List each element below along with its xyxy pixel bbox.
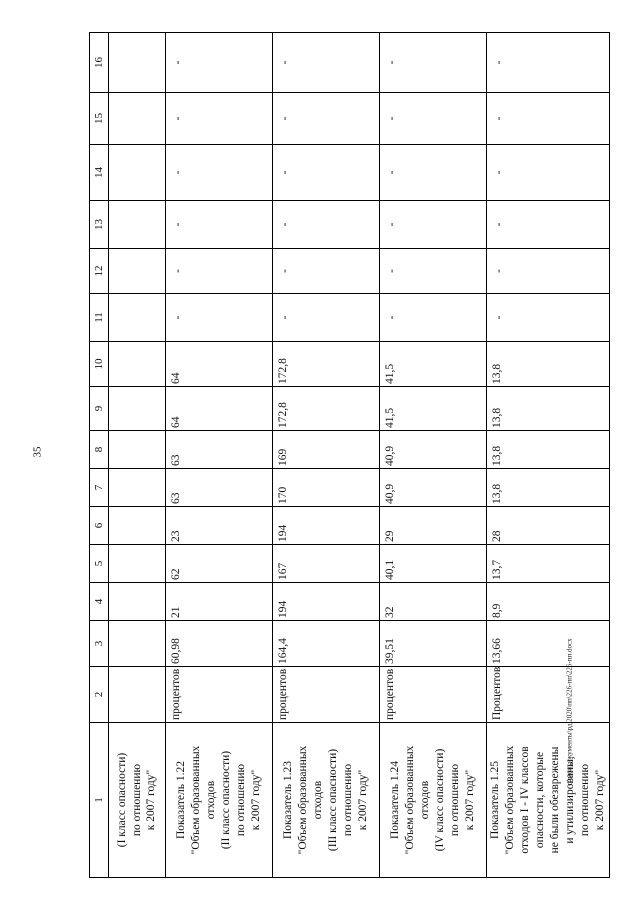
table-cell [109,294,166,342]
indicator-name-cell: Показатель 1.22 "Объем образованных отходов (II класс опасности) по отношению к 2007 году" [166,723,273,878]
table-cell: - [380,201,487,249]
value-cell: 13,66 [487,621,610,667]
value-cell: 41,5 [380,342,487,387]
indicator-name-cell: (I класс опасности) по отношению к 2007 году" [109,723,166,878]
table-cell: - [380,93,487,145]
footer-file-path: c:\мои документы\рд 2020\пп\226-пп\226-пп.docx [565,638,574,786]
value-cell: 164,4 [273,621,380,667]
value-cell [109,469,166,507]
column-header-15: 15 [90,93,109,145]
value-cell: 167 [273,545,380,583]
table-cell: - [487,294,610,342]
column-header-16: 16 [90,33,109,93]
table-cell [109,201,166,249]
table-row [380,33,487,878]
table-cell: - [487,249,610,294]
column-header-12: 12 [90,249,109,294]
value-cell: 169 [273,431,380,469]
value-cell: 64 [166,387,273,431]
value-cell: 64 [166,342,273,387]
table-cell: - [166,294,273,342]
value-cell: 60,98 [166,621,273,667]
table-cell: - [166,249,273,294]
value-cell: 40,1 [380,545,487,583]
value-cell: 32 [380,583,487,621]
column-header-7: 7 [90,469,109,507]
value-cell: 172,8 [273,387,380,431]
table-cell: - [166,33,273,93]
column-header-13: 13 [90,201,109,249]
value-cell: 23 [166,507,273,545]
value-cell: 21 [166,583,273,621]
unit-cell [109,667,166,723]
column-header-4: 4 [90,583,109,621]
table-cell: - [166,93,273,145]
table-cell: - [273,249,380,294]
value-cell [109,621,166,667]
value-cell: 194 [273,583,380,621]
column-header-2: 2 [90,667,109,723]
value-cell: 41,5 [380,387,487,431]
value-cell: 63 [166,431,273,469]
table-row [487,33,610,878]
table-cell [109,145,166,201]
column-header-6: 6 [90,507,109,545]
value-cell: 29 [380,507,487,545]
table-cell: - [487,201,610,249]
table-cell: - [487,93,610,145]
table-cell [109,249,166,294]
column-header-9: 9 [90,387,109,431]
value-cell: 13,8 [487,469,610,507]
table-row [273,33,380,878]
unit-cell: процентов [380,667,487,723]
table-cell: - [487,33,610,93]
column-header-3: 3 [90,621,109,667]
table-cell: - [273,145,380,201]
value-cell [109,507,166,545]
table-cell: - [273,33,380,93]
table-cell: - [380,294,487,342]
column-header-8: 8 [90,431,109,469]
value-cell [109,431,166,469]
table-cell [109,93,166,145]
column-header-10: 10 [90,342,109,387]
table-cell: - [380,145,487,201]
value-cell: 40,9 [380,469,487,507]
value-cell: 13,8 [487,431,610,469]
value-cell [109,387,166,431]
column-header-14: 14 [90,145,109,201]
value-cell [109,545,166,583]
table-cell: - [166,201,273,249]
table-cell: - [380,33,487,93]
value-cell: 13,7 [487,545,610,583]
indicator-name-cell: Показатель 1.23 "Объем образованных отходов (III класс опасности) по отношению к 2007 году" [273,723,380,878]
table-cell: - [273,294,380,342]
table-cell: - [380,249,487,294]
value-cell: 170 [273,469,380,507]
value-cell [109,342,166,387]
value-cell: 194 [273,507,380,545]
value-cell: 39,51 [380,621,487,667]
unit-cell: процентов [166,667,273,723]
table-cell: - [273,201,380,249]
value-cell: 28 [487,507,610,545]
page-number: 35 [31,446,44,458]
unit-cell: процентов [273,667,380,723]
header-row [90,33,109,878]
value-cell: 62 [166,545,273,583]
indicator-name-cell: Показатель 1.25 "Объем образованных отходов I - IV классов опасности, которые не были обезврежены и утилизированы, по отношению к 2007 году" [487,723,610,878]
table-cell: - [166,145,273,201]
value-cell: 172,8 [273,342,380,387]
unit-cell: Процентов [487,667,610,723]
table-cell: - [273,93,380,145]
table-row [109,33,166,878]
indicators-table [89,32,610,878]
value-cell: 40,9 [380,431,487,469]
column-header-5: 5 [90,545,109,583]
table-cell: - [487,145,610,201]
table-cell [109,33,166,93]
table-row [166,33,273,878]
column-header-11: 11 [90,294,109,342]
value-cell: 13,8 [487,342,610,387]
value-cell: 63 [166,469,273,507]
column-header-1: 1 [90,723,109,878]
indicator-name-cell: Показатель 1.24 "Объем образованных отходов (IV класс опасности) по отношению к 2007 году" [380,723,487,878]
value-cell [109,583,166,621]
value-cell: 13,8 [487,387,610,431]
indicators-table-container [89,33,606,878]
value-cell: 8,9 [487,583,610,621]
